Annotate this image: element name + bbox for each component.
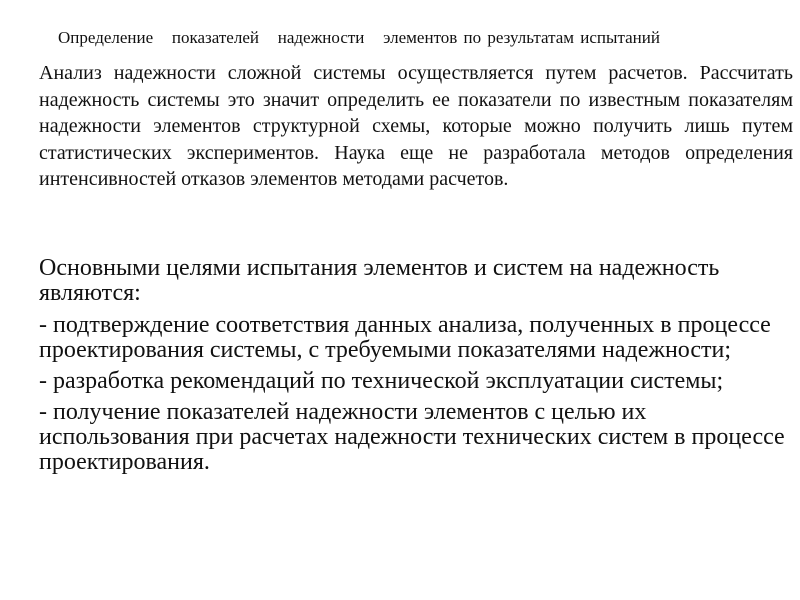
goal-item: - подтверждение соответствия данных анализа, полученных в процессе проектирования системы, с требуемыми показателями надежности; [39, 312, 771, 363]
slide-title: Определение показателей надежности элементов по результатам испытаний [58, 28, 660, 47]
goals-list [39, 256, 793, 481]
goal-item: - разработка рекомендаций по технической эксплуатации системы; [39, 368, 724, 394]
goals-heading: Основными целями испытания элементов и систем на надежность являются: [39, 255, 720, 306]
intro-paragraph: Анализ надежности сложной системы осуществляется путем расчетов. Рассчитать надежность системы это значит определить ее показатели по известным показателям надежности элементов структурной схемы, которые можно получить лишь путем статистических экспериментов. Наука еще не разработала методов определения интенсивностей отказов элементов методами расчетов. [39, 62, 793, 190]
goal-item: - получение показателей надежности элементов с целью их использования при расчетах надежности технических систем в процессе проектирования. [39, 399, 785, 475]
